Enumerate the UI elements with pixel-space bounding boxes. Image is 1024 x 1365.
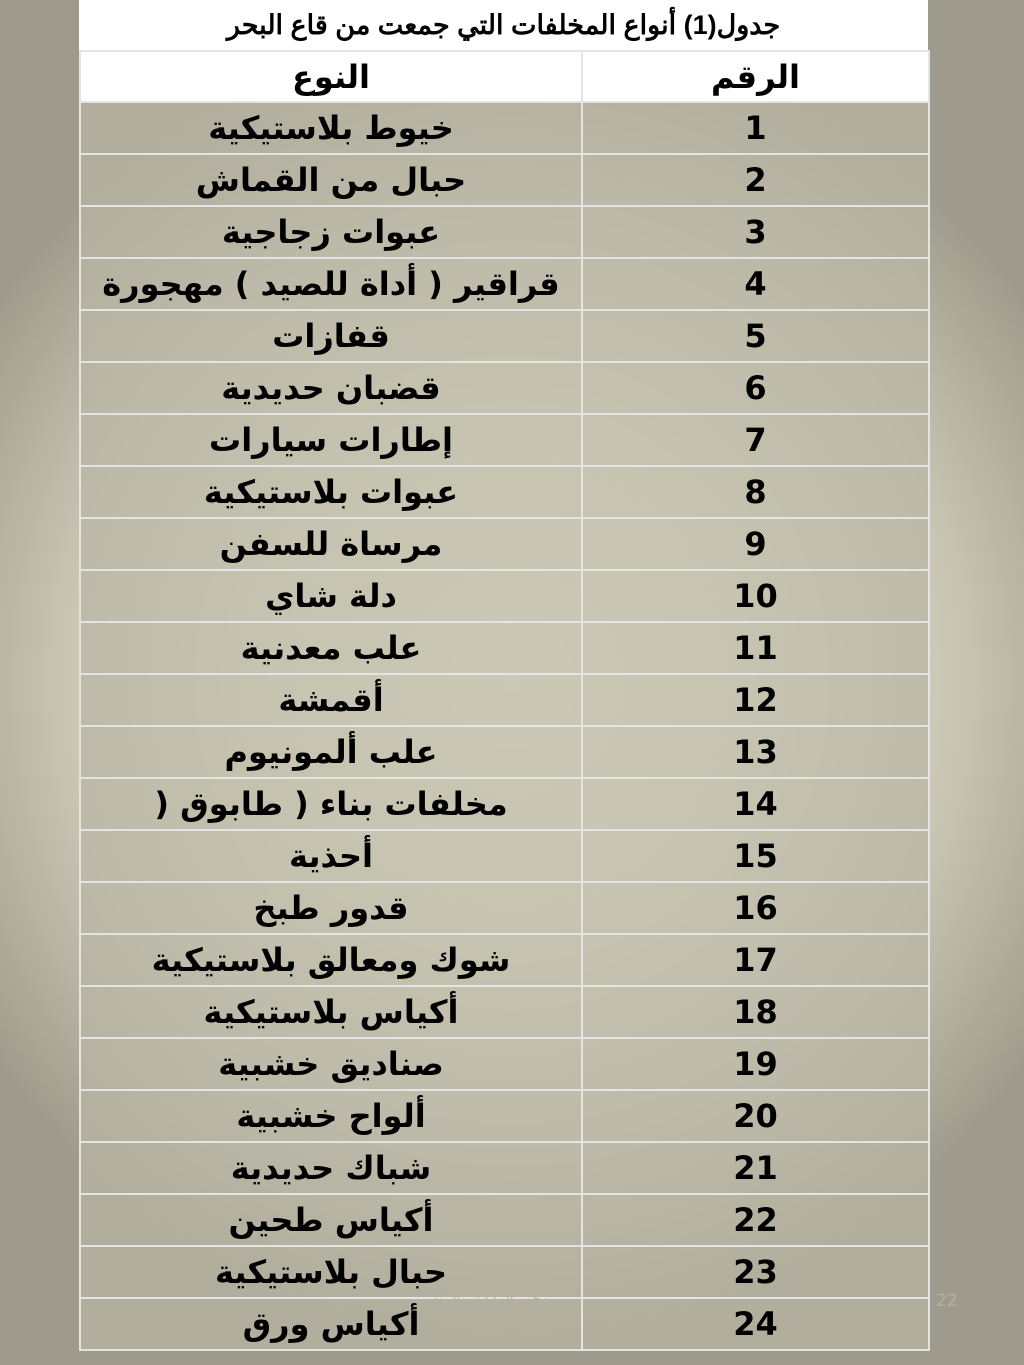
cell-type: شوك ومعالق بلاستيكية [80,934,582,986]
cell-number: 16 [582,882,929,934]
footer-text: محور النباتات والبيئة [432,1291,549,1307]
table-row [80,518,929,570]
header-type: النوع [80,51,582,102]
cell-number: 18 [582,986,929,1038]
cell-type: عبوات زجاجية [80,206,582,258]
waste-table-container [79,0,928,1351]
cell-type: مرساة للسفن [80,518,582,570]
table-header-row [80,51,929,102]
cell-type: حبال من القماش [80,154,582,206]
table-row [80,362,929,414]
cell-number: 10 [582,570,929,622]
cell-type: قدور طبخ [80,882,582,934]
cell-type: مخلفات بناء ( طابوق ( [80,778,582,830]
cell-type: أكياس ورق [80,1298,582,1350]
cell-type: أكياس بلاستيكية [80,986,582,1038]
table-row [80,882,929,934]
table-row [80,726,929,778]
table-row [80,1090,929,1142]
table-row [80,1038,929,1090]
cell-number: 6 [582,362,929,414]
table-row [80,102,929,154]
cell-number: 5 [582,310,929,362]
cell-number: 7 [582,414,929,466]
table-row [80,622,929,674]
cell-number: 1 [582,102,929,154]
cell-type: علب معدنية [80,622,582,674]
table-caption: جدول(1) أنواع المخلفات التي جمعت من قاع البحر [79,0,928,50]
cell-number: 3 [582,206,929,258]
table-row [80,1142,929,1194]
cell-number: 24 [582,1298,929,1350]
cell-number: 22 [582,1194,929,1246]
cell-number: 9 [582,518,929,570]
cell-number: 12 [582,674,929,726]
cell-number: 14 [582,778,929,830]
table-row [80,830,929,882]
cell-type: ألواح خشبية [80,1090,582,1142]
table-row [80,570,929,622]
cell-number: 21 [582,1142,929,1194]
table-row [80,674,929,726]
waste-types-table [79,50,930,1351]
table-row [80,934,929,986]
table-row [80,414,929,466]
cell-number: 8 [582,466,929,518]
cell-number: 17 [582,934,929,986]
cell-type: إطارات سيارات [80,414,582,466]
table-row [80,986,929,1038]
table-row [80,258,929,310]
table-row [80,778,929,830]
cell-number: 13 [582,726,929,778]
table-body [80,102,929,1350]
cell-type: أحذية [80,830,582,882]
cell-type: خيوط بلاستيكية [80,102,582,154]
cell-number: 11 [582,622,929,674]
table-row [80,1194,929,1246]
cell-type: أكياس طحين [80,1194,582,1246]
cell-type: أقمشة [80,674,582,726]
table-row [80,466,929,518]
cell-type: قراقير ( أداة للصيد ) مهجورة [80,258,582,310]
table-row [80,310,929,362]
page-number: 22 [936,1291,958,1311]
cell-type: شباك حديدية [80,1142,582,1194]
cell-type: دلة شاي [80,570,582,622]
cell-number: 15 [582,830,929,882]
cell-type: علب ألمونيوم [80,726,582,778]
cell-number: 23 [582,1246,929,1298]
cell-type: صناديق خشبية [80,1038,582,1090]
table-row [80,206,929,258]
cell-type: حبال بلاستيكية [80,1246,582,1298]
cell-number: 20 [582,1090,929,1142]
cell-number: 4 [582,258,929,310]
cell-number: 19 [582,1038,929,1090]
cell-number: 2 [582,154,929,206]
table-row [80,154,929,206]
cell-type: عبوات بلاستيكية [80,466,582,518]
cell-type: قضبان حديدية [80,362,582,414]
header-number: الرقم [582,51,929,102]
cell-type: قفازات [80,310,582,362]
